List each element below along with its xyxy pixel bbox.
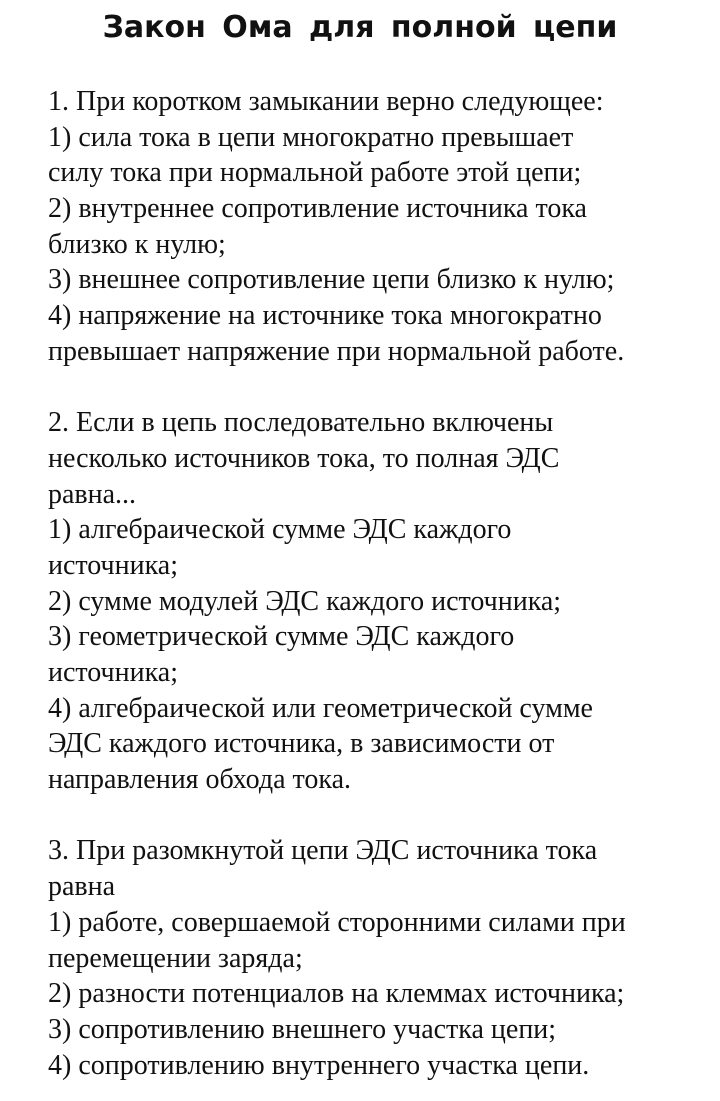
question-1-option-1: 1) сила тока в цепи многократно превышает bbox=[48, 121, 574, 153]
question-3-option-1-cont: перемещении заряда; bbox=[48, 942, 303, 974]
question-1-option-2: 2) внутреннее сопротивление источника тока bbox=[48, 193, 587, 225]
page-title: Закон Ома для полной цепи bbox=[102, 10, 618, 45]
spacer bbox=[48, 798, 708, 834]
question-2-option-4: 4) алгебраической или геометрической сумме bbox=[48, 692, 593, 724]
question-2-option-4-cont: направления обхода тока. bbox=[48, 764, 352, 796]
question-1-text: 1. При коротком замыкании верно следующее: bbox=[48, 86, 604, 117]
question-2-option-4-cont: ЭДС каждого источника, в зависимости от bbox=[48, 728, 555, 760]
question-1-option-2-cont: близко к нулю; bbox=[48, 228, 226, 260]
question-2-option-1: 1) алгебраической сумме ЭДС каждого bbox=[48, 514, 512, 546]
question-1-option-4-cont: превышает напряжение при нормальной работе. bbox=[48, 335, 625, 367]
question-1 bbox=[48, 84, 708, 370]
spacer bbox=[48, 370, 708, 406]
questions-body bbox=[48, 84, 708, 1083]
question-2-option-3-cont: источника; bbox=[48, 657, 178, 688]
question-2-text-cont: равна... bbox=[48, 478, 137, 510]
question-2-option-2: 2) сумме модулей ЭДС каждого источника; bbox=[48, 585, 562, 617]
question-1-option-3: 3) внешнее сопротивление цепи близко к нулю; bbox=[48, 264, 615, 296]
question-2-option-3: 3) геометрической сумме ЭДС каждого bbox=[48, 621, 515, 653]
question-3-option-1: 1) работе, совершаемой сторонними силами при bbox=[48, 906, 626, 938]
question-1-option-1-cont: силу тока при нормальной работе этой цепи; bbox=[48, 157, 582, 189]
question-3-option-4: 4) сопротивлению внутреннего участка цепи. bbox=[48, 1049, 590, 1081]
question-2-text-cont: несколько источников тока, то полная ЭДС bbox=[48, 442, 560, 474]
question-2 bbox=[48, 405, 708, 798]
question-3-option-2: 2) разности потенциалов на клеммах источника; bbox=[48, 978, 625, 1010]
question-3-text: 3. При разомкнутой цепи ЭДС источника тока bbox=[48, 835, 598, 867]
question-2-option-1-cont: источника; bbox=[48, 549, 178, 581]
question-2-text: 2. Если в цепь последовательно включены bbox=[48, 407, 554, 439]
question-3 bbox=[48, 833, 708, 1083]
question-1-option-4: 4) напряжение на источнике тока многократно bbox=[48, 300, 602, 332]
question-3-text-cont: равна bbox=[48, 871, 116, 903]
question-3-option-3: 3) сопротивлению внешнего участка цепи; bbox=[48, 1013, 557, 1045]
